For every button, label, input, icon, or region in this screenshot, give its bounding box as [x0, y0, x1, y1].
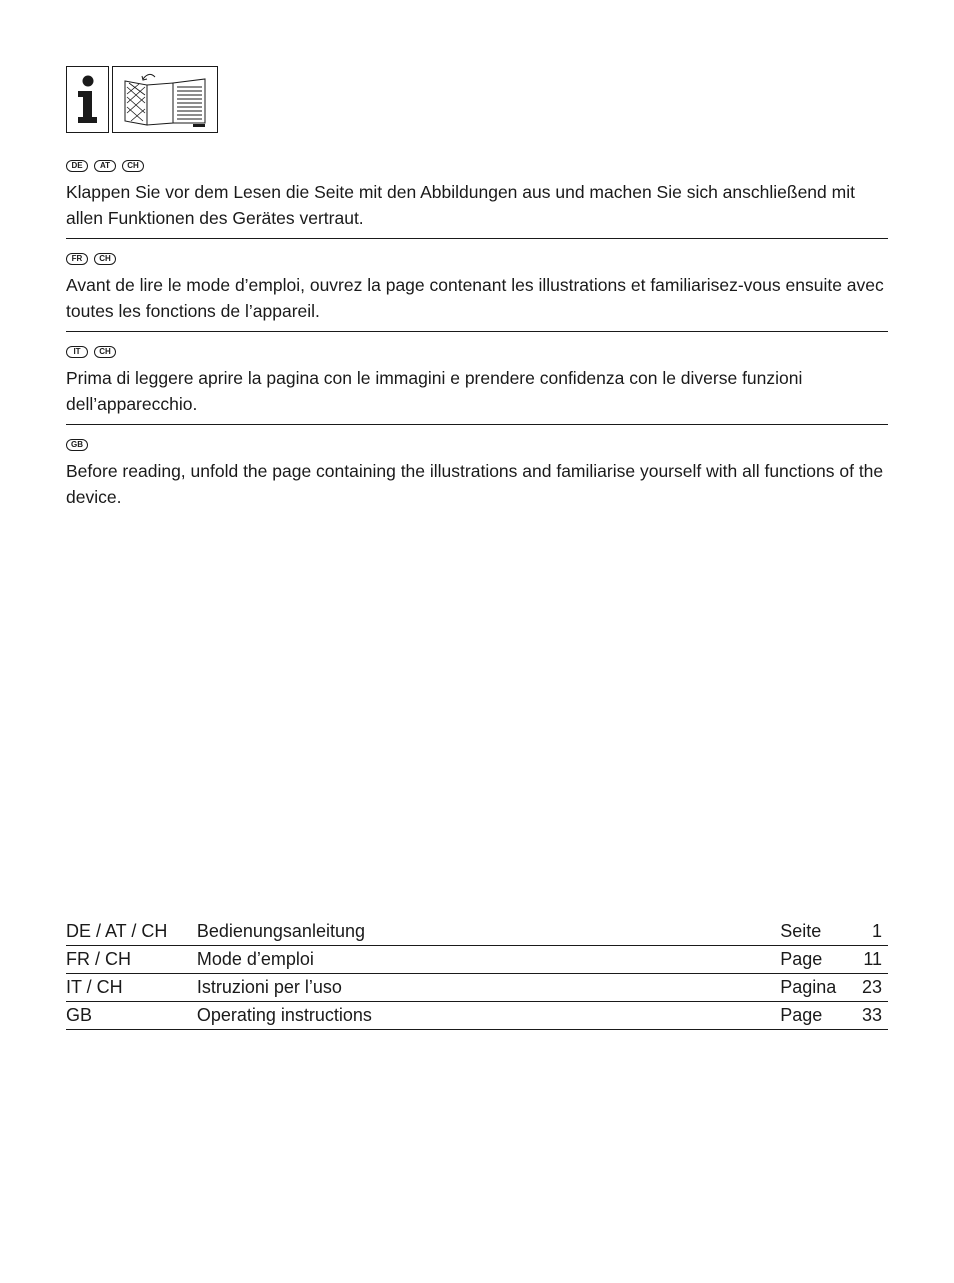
divider [66, 424, 888, 425]
toc-row[interactable] [66, 1002, 888, 1030]
toc-title: Operating instructions [196, 1005, 372, 1025]
toc-title: Istruzioni per l’uso [196, 977, 342, 997]
toc-page-number: 23 [861, 977, 882, 997]
lang-block-de [66, 158, 888, 231]
toc-page-label: Pagina [780, 977, 837, 997]
toc-page-number: 11 [863, 949, 882, 969]
toc-page-label: Page [780, 949, 823, 969]
toc-language: DE / AT / CH [66, 921, 168, 941]
country-badges [66, 437, 888, 453]
lang-block-it [66, 344, 888, 417]
country-badge: FR [66, 253, 88, 265]
toc-page-number: 1 [871, 921, 882, 941]
instruction-text: Avant de lire le mode d’emploi, ouvrez la page contenant les illustrations et familiarisez-vous ensuite avec toutes les fonctions de l’appareil. [66, 275, 884, 321]
country-badge: IT [66, 346, 88, 358]
country-badge: CH [94, 253, 116, 265]
fold-out-page-icon [112, 66, 218, 133]
divider [66, 331, 888, 332]
toc-language: FR / CH [66, 949, 131, 969]
country-badges [66, 158, 888, 174]
country-badges [66, 251, 888, 267]
toc-row[interactable] [66, 946, 888, 974]
lang-block-gb [66, 437, 888, 510]
instruction-text: Klappen Sie vor dem Lesen die Seite mit den Abbildungen aus und machen Sie sich anschließend mit allen Funktionen des Gerätes vertraut. [66, 182, 855, 228]
country-badges [66, 344, 888, 360]
country-badge: CH [122, 160, 144, 172]
country-badge: AT [94, 160, 116, 172]
instruction-text: Prima di leggere aprire la pagina con le immagini e prendere confidenza con le diverse funzioni dell’apparecchio. [66, 368, 803, 414]
toc-language: IT / CH [66, 977, 123, 997]
instruction-text: Before reading, unfold the page containing the illustrations and familiarise yourself with all functions of the device. [66, 461, 884, 507]
toc-row[interactable] [66, 918, 888, 946]
toc-page-number: 33 [861, 1005, 882, 1025]
toc-title: Bedienungsanleitung [196, 921, 365, 941]
toc-page-label: Page [780, 1005, 823, 1025]
toc-page-label: Seite [780, 921, 822, 941]
toc-row[interactable] [66, 974, 888, 1002]
lang-block-fr [66, 251, 888, 324]
info-icon [66, 66, 109, 133]
country-badge: DE [66, 160, 88, 172]
toc-title: Mode d’emploi [196, 949, 314, 969]
header-icons [66, 66, 218, 133]
country-badge: GB [66, 439, 88, 451]
divider [66, 238, 888, 239]
country-badge: CH [94, 346, 116, 358]
toc-language: GB [66, 1005, 93, 1025]
table-of-contents [66, 918, 888, 1030]
